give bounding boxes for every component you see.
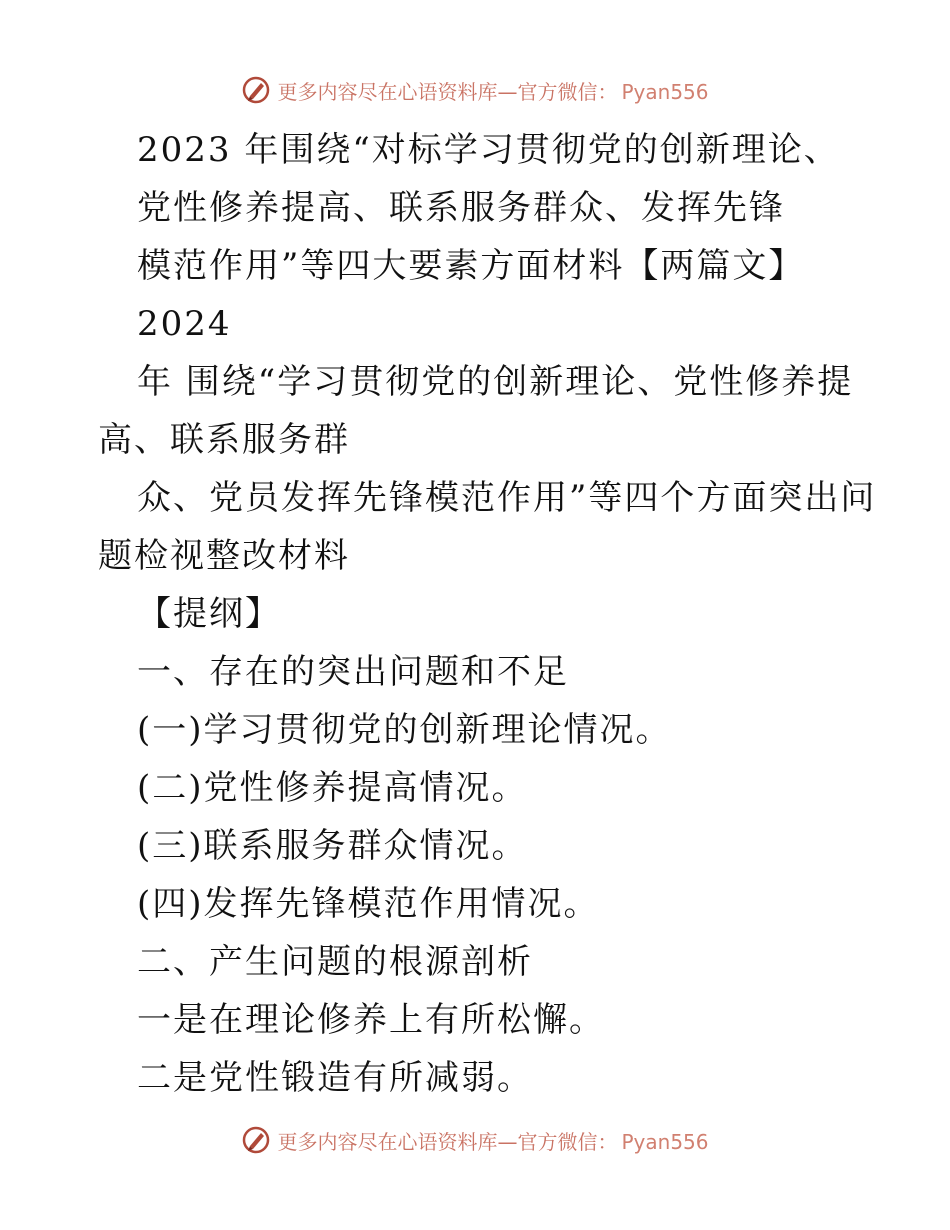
- watermark-header: [0, 70, 950, 110]
- cause-item-1: 一是在理论修养上有所松懈。: [137, 1000, 605, 1040]
- title-line-1: 2023 年围绕“对标学习贯彻党的创新理论、: [137, 130, 840, 170]
- watermark-label: 更多内容尽在心语资料库—官方微信：: [277, 1129, 618, 1154]
- watermark-text: [277, 1126, 708, 1155]
- title-line-3: 模范作用”等四大要素方面材料【两篇文】: [137, 246, 805, 286]
- section-heading-1: 一、存在的突出问题和不足: [137, 652, 569, 692]
- list-item-4: (四)发挥先锋模范作用情况。: [137, 884, 600, 924]
- section-heading-2: 二、产生问题的根源剖析: [137, 942, 533, 982]
- title-line-2: 党性修养提高、联系服务群众、发挥先锋: [137, 188, 785, 228]
- watermark-text: [277, 76, 708, 105]
- watermark-wechat-id: Pyan556: [621, 1129, 709, 1154]
- watermark-footer: [0, 1120, 950, 1160]
- outline-heading: 【提纲】: [137, 594, 281, 634]
- subtitle-line-4: 题检视整改材料: [98, 536, 350, 576]
- subtitle-line-1: 年 围绕“学习贯彻党的创新理论、党性修养提: [137, 362, 854, 402]
- subtitle-line-3: 众、党员发挥先锋模范作用”等四个方面突出问: [137, 478, 877, 518]
- watermark-label: 更多内容尽在心语资料库—官方微信：: [277, 79, 618, 104]
- subtitle-line-2: 高、联系服务群: [98, 420, 350, 460]
- list-item-1: (一)学习贯彻党的创新理论情况。: [137, 710, 672, 750]
- cause-item-2: 二是党性锻造有所减弱。: [137, 1058, 533, 1098]
- pen-logo-icon: [241, 1125, 271, 1155]
- list-item-3: (三)联系服务群众情况。: [137, 826, 528, 866]
- watermark-wechat-id: Pyan556: [621, 79, 709, 104]
- list-item-2: (二)党性修养提高情况。: [137, 768, 528, 808]
- pen-logo-icon: [241, 75, 271, 105]
- subtitle-year: 2024: [137, 304, 232, 344]
